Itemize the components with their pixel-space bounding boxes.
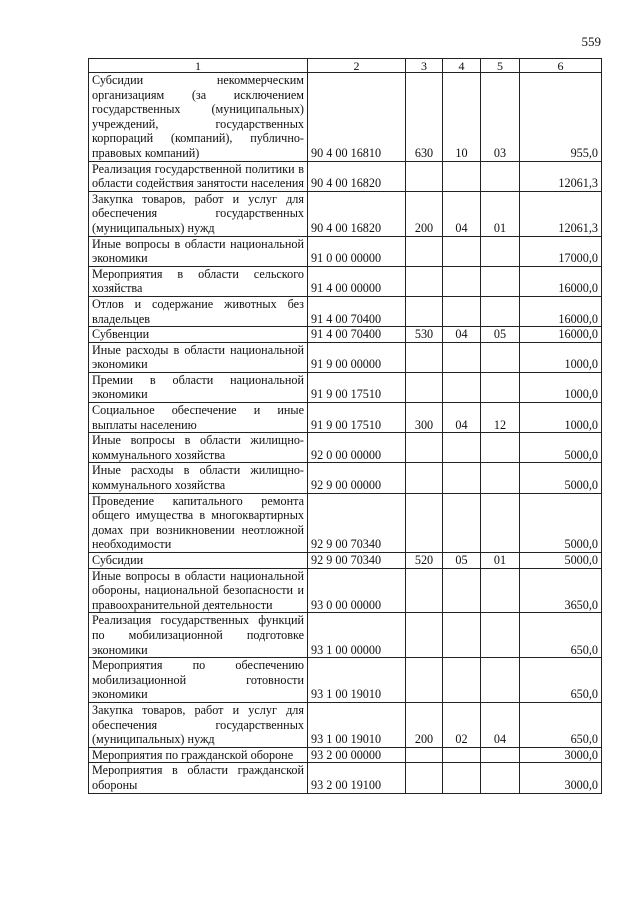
subsection-cell (481, 747, 520, 763)
target-code-cell: 91 9 00 17510 (308, 403, 406, 433)
table-row (89, 763, 602, 793)
target-code-cell: 92 9 00 70340 (308, 553, 406, 569)
column-header-2: 2 (308, 59, 406, 73)
amount-cell: 12061,3 (520, 161, 602, 191)
column-header-3: 3 (406, 59, 443, 73)
subsection-cell (481, 372, 520, 402)
item-name-cell: Субвенции (89, 327, 308, 343)
expense-type-cell (406, 266, 443, 296)
table-row (89, 403, 602, 433)
expense-type-cell (406, 296, 443, 326)
target-code-cell: 93 2 00 19100 (308, 763, 406, 793)
subsection-cell: 12 (481, 403, 520, 433)
subsection-cell: 04 (481, 702, 520, 747)
expense-type-cell (406, 763, 443, 793)
expense-type-cell: 520 (406, 553, 443, 569)
amount-cell: 1000,0 (520, 403, 602, 433)
section-cell: 02 (443, 702, 481, 747)
table-row (89, 613, 602, 658)
target-code-cell: 91 4 00 00000 (308, 266, 406, 296)
page-number: 559 (581, 34, 601, 49)
table-header-row (89, 59, 602, 73)
amount-cell: 3000,0 (520, 747, 602, 763)
target-code-cell: 90 4 00 16810 (308, 73, 406, 162)
table-row (89, 236, 602, 266)
item-name-cell: Закупка товаров, работ и услуг для обеспечения государственных (муниципальных) нужд (89, 191, 308, 236)
table-row (89, 296, 602, 326)
amount-cell: 12061,3 (520, 191, 602, 236)
column-header-1: 1 (89, 59, 308, 73)
expense-type-cell (406, 236, 443, 266)
section-cell (443, 658, 481, 703)
section-cell: 04 (443, 327, 481, 343)
expense-type-cell: 300 (406, 403, 443, 433)
item-name-cell: Иные вопросы в области жилищно-коммунального хозяйства (89, 433, 308, 463)
amount-cell: 650,0 (520, 702, 602, 747)
item-name-cell: Иные вопросы в области национальной экономики (89, 236, 308, 266)
target-code-cell: 93 1 00 19010 (308, 702, 406, 747)
table-row (89, 658, 602, 703)
section-cell (443, 372, 481, 402)
subsection-cell (481, 236, 520, 266)
target-code-cell: 93 2 00 00000 (308, 747, 406, 763)
section-cell (443, 747, 481, 763)
item-name-cell: Субсидии некоммерческим организациям (за исключением государственных (муниципальных) учреждений, государственных корпораций (компаний), публично-правовых компаний) (89, 73, 308, 162)
section-cell: 05 (443, 553, 481, 569)
amount-cell: 16000,0 (520, 266, 602, 296)
amount-cell: 650,0 (520, 658, 602, 703)
item-name-cell: Премии в области национальной экономики (89, 372, 308, 402)
table-body (89, 73, 602, 794)
item-name-cell: Реализация государственной политики в области содействия занятости населения (89, 161, 308, 191)
subsection-cell: 05 (481, 327, 520, 343)
expense-type-cell (406, 342, 443, 372)
expense-type-cell (406, 493, 443, 552)
target-code-cell: 91 0 00 00000 (308, 236, 406, 266)
subsection-cell (481, 433, 520, 463)
table-row (89, 372, 602, 402)
section-cell (443, 463, 481, 493)
table-row (89, 463, 602, 493)
amount-cell: 5000,0 (520, 493, 602, 552)
table-row (89, 568, 602, 613)
amount-cell: 955,0 (520, 73, 602, 162)
budget-table (88, 58, 602, 794)
expense-type-cell (406, 372, 443, 402)
section-cell (443, 236, 481, 266)
expense-type-cell: 200 (406, 702, 443, 747)
column-header-4: 4 (443, 59, 481, 73)
subsection-cell: 01 (481, 553, 520, 569)
expense-type-cell: 630 (406, 73, 443, 162)
item-name-cell: Отлов и содержание животных без владельцев (89, 296, 308, 326)
amount-cell: 3000,0 (520, 763, 602, 793)
amount-cell: 17000,0 (520, 236, 602, 266)
section-cell (443, 342, 481, 372)
section-cell (443, 493, 481, 552)
subsection-cell (481, 658, 520, 703)
expense-type-cell: 530 (406, 327, 443, 343)
column-header-6: 6 (520, 59, 602, 73)
amount-cell: 1000,0 (520, 372, 602, 402)
amount-cell: 5000,0 (520, 433, 602, 463)
table-row (89, 266, 602, 296)
section-cell (443, 763, 481, 793)
amount-cell: 650,0 (520, 613, 602, 658)
table-row (89, 342, 602, 372)
section-cell: 04 (443, 191, 481, 236)
table-row (89, 493, 602, 552)
item-name-cell: Социальное обеспечение и иные выплаты населению (89, 403, 308, 433)
expense-type-cell (406, 568, 443, 613)
target-code-cell: 90 4 00 16820 (308, 191, 406, 236)
section-cell (443, 613, 481, 658)
column-header-5: 5 (481, 59, 520, 73)
table-row (89, 161, 602, 191)
target-code-cell: 90 4 00 16820 (308, 161, 406, 191)
expense-type-cell (406, 658, 443, 703)
section-cell (443, 568, 481, 613)
amount-cell: 3650,0 (520, 568, 602, 613)
section-cell: 04 (443, 403, 481, 433)
target-code-cell: 91 9 00 17510 (308, 372, 406, 402)
amount-cell: 1000,0 (520, 342, 602, 372)
target-code-cell: 93 1 00 00000 (308, 613, 406, 658)
item-name-cell: Закупка товаров, работ и услуг для обеспечения государственных (муниципальных) нужд (89, 702, 308, 747)
table-row (89, 702, 602, 747)
expense-type-cell (406, 613, 443, 658)
target-code-cell: 91 4 00 70400 (308, 296, 406, 326)
item-name-cell: Иные вопросы в области национальной обороны, национальной безопасности и правоохранительной деятельности (89, 568, 308, 613)
target-code-cell: 93 0 00 00000 (308, 568, 406, 613)
target-code-cell: 93 1 00 19010 (308, 658, 406, 703)
target-code-cell: 92 9 00 00000 (308, 463, 406, 493)
table-row (89, 327, 602, 343)
table-row (89, 433, 602, 463)
subsection-cell (481, 493, 520, 552)
section-cell (443, 266, 481, 296)
table-row (89, 73, 602, 162)
item-name-cell: Мероприятия в области сельского хозяйства (89, 266, 308, 296)
amount-cell: 16000,0 (520, 296, 602, 326)
table-row (89, 747, 602, 763)
item-name-cell: Мероприятия по гражданской обороне (89, 747, 308, 763)
item-name-cell: Мероприятия в области гражданской обороны (89, 763, 308, 793)
expense-type-cell: 200 (406, 191, 443, 236)
section-cell (443, 161, 481, 191)
amount-cell: 5000,0 (520, 463, 602, 493)
subsection-cell: 03 (481, 73, 520, 162)
target-code-cell: 92 9 00 70340 (308, 493, 406, 552)
subsection-cell (481, 296, 520, 326)
target-code-cell: 91 4 00 70400 (308, 327, 406, 343)
subsection-cell (481, 266, 520, 296)
item-name-cell: Мероприятия по обеспечению мобилизационной готовности экономики (89, 658, 308, 703)
amount-cell: 5000,0 (520, 553, 602, 569)
table-row (89, 553, 602, 569)
target-code-cell: 92 0 00 00000 (308, 433, 406, 463)
subsection-cell: 01 (481, 191, 520, 236)
subsection-cell (481, 613, 520, 658)
expense-type-cell (406, 433, 443, 463)
item-name-cell: Иные расходы в области жилищно-коммунального хозяйства (89, 463, 308, 493)
expense-type-cell (406, 161, 443, 191)
subsection-cell (481, 568, 520, 613)
expense-type-cell (406, 463, 443, 493)
item-name-cell: Проведение капитального ремонта общего имущества в многоквартирных домах при возникновении неотложной необходимости (89, 493, 308, 552)
item-name-cell: Субсидии (89, 553, 308, 569)
section-cell (443, 433, 481, 463)
table-row (89, 191, 602, 236)
amount-cell: 16000,0 (520, 327, 602, 343)
item-name-cell: Иные расходы в области национальной экономики (89, 342, 308, 372)
subsection-cell (481, 763, 520, 793)
target-code-cell: 91 9 00 00000 (308, 342, 406, 372)
section-cell: 10 (443, 73, 481, 162)
item-name-cell: Реализация государственных функций по мобилизационной подготовке экономики (89, 613, 308, 658)
subsection-cell (481, 342, 520, 372)
expense-type-cell (406, 747, 443, 763)
subsection-cell (481, 463, 520, 493)
section-cell (443, 296, 481, 326)
subsection-cell (481, 161, 520, 191)
